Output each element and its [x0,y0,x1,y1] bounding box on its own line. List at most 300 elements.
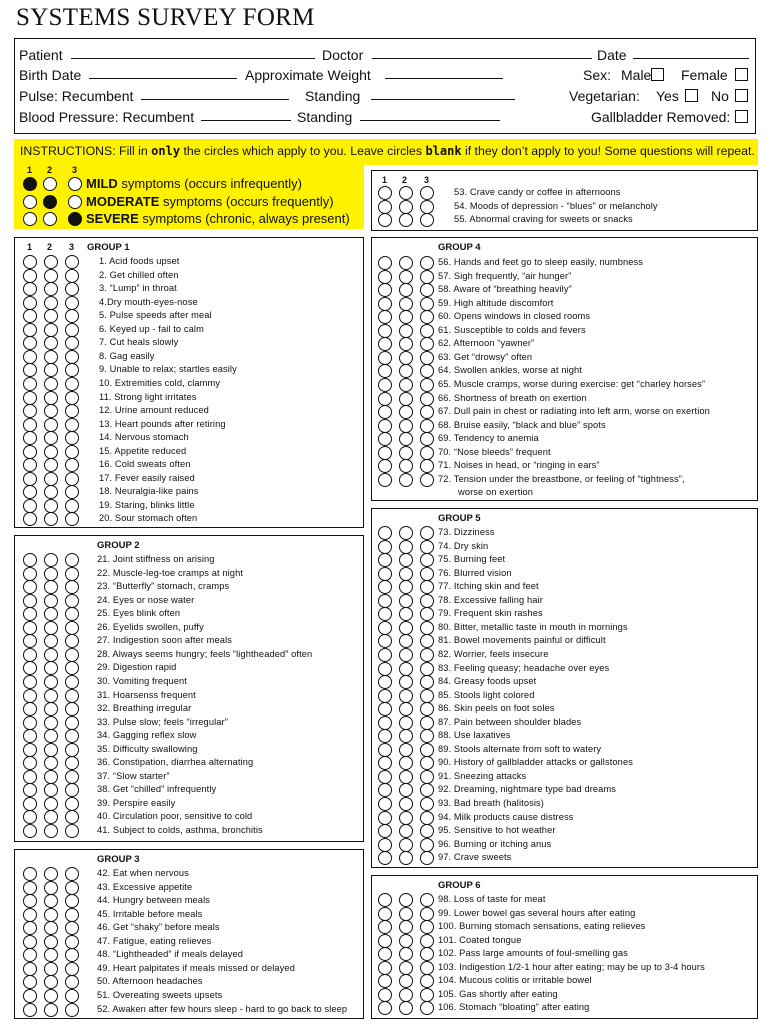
severity-circle-3[interactable] [420,716,434,730]
severity-circle-1[interactable] [23,661,37,675]
severity-circle-2[interactable] [399,432,413,446]
severity-circle-3[interactable] [420,974,434,988]
severity-circle-1[interactable] [378,702,392,716]
severity-circle-2[interactable] [44,770,58,784]
severity-circle-1[interactable] [378,607,392,621]
severity-circle-3[interactable] [420,459,434,473]
severity-circle-1[interactable] [378,324,392,338]
severity-circle-2[interactable] [44,499,58,513]
severity-circle-3[interactable] [420,756,434,770]
severity-circle-3[interactable] [420,473,434,487]
severity-circle-2[interactable] [399,824,413,838]
severity-circle-1[interactable] [23,512,37,526]
severity-circle-2[interactable] [399,297,413,311]
severity-circle-3[interactable] [420,634,434,648]
severity-circle-1[interactable] [23,269,37,283]
severity-circle-1[interactable] [23,445,37,459]
severity-circle-2[interactable] [399,716,413,730]
severity-circle-1[interactable] [23,797,37,811]
severity-circle-3[interactable] [65,445,79,459]
severity-circle-3[interactable] [420,283,434,297]
severity-circle-3[interactable] [65,948,79,962]
severity-circle-2[interactable] [399,907,413,921]
severity-circle-2[interactable] [399,811,413,825]
severity-circle-1[interactable] [378,634,392,648]
severity-circle-3[interactable] [65,594,79,608]
severity-circle-3[interactable] [65,404,79,418]
severity-circle-1[interactable] [23,648,37,662]
severity-circle-2[interactable] [399,893,413,907]
severity-circle-2[interactable] [44,472,58,486]
severity-circle-1[interactable] [23,948,37,962]
severity-circle-2[interactable] [44,797,58,811]
severity-circle-2[interactable] [399,594,413,608]
severity-circle-2[interactable] [44,485,58,499]
severity-circle-2[interactable] [399,838,413,852]
severity-circle-1[interactable] [23,431,37,445]
severity-circle-2[interactable] [44,323,58,337]
severity-circle-2[interactable] [44,989,58,1003]
severity-circle-1[interactable] [378,540,392,554]
severity-circle-1[interactable] [23,783,37,797]
severity-circle-1[interactable] [378,200,392,214]
severity-circle-3[interactable] [420,526,434,540]
severity-circle-3[interactable] [65,675,79,689]
severity-circle-3[interactable] [420,364,434,378]
date-field[interactable] [633,49,749,59]
severity-circle-1[interactable] [23,296,37,310]
severity-circle-1[interactable] [23,377,37,391]
severity-circle-3[interactable] [420,419,434,433]
severity-circle-2[interactable] [399,324,413,338]
severity-circle-3[interactable] [420,934,434,948]
pulse-standing-field[interactable] [371,90,515,100]
male-checkbox[interactable] [651,68,664,81]
severity-circle-2[interactable] [399,364,413,378]
severity-circle-3[interactable] [65,824,79,838]
severity-circle-1[interactable] [23,743,37,757]
severity-circle-2[interactable] [44,894,58,908]
severity-circle-2[interactable] [399,729,413,743]
severity-circle-1[interactable] [23,499,37,513]
severity-circle-3[interactable] [65,634,79,648]
severity-circle-1[interactable] [23,594,37,608]
severity-circle-1[interactable] [378,716,392,730]
severity-circle-3[interactable] [420,405,434,419]
severity-circle-1[interactable] [23,458,37,472]
severity-circle-3[interactable] [420,729,434,743]
severity-circle-3[interactable] [420,824,434,838]
severity-circle-2[interactable] [44,296,58,310]
severity-circle-3[interactable] [420,988,434,1002]
severity-circle-2[interactable] [44,648,58,662]
severity-circle-3[interactable] [420,621,434,635]
severity-circle-1[interactable] [378,961,392,975]
severity-circle-1[interactable] [378,526,392,540]
severity-circle-1[interactable] [23,634,37,648]
severity-circle-1[interactable] [23,770,37,784]
severity-circle-2[interactable] [399,920,413,934]
severity-circle-3[interactable] [420,607,434,621]
patient-field[interactable] [71,49,315,59]
severity-circle-1[interactable] [378,893,392,907]
severity-circle-1[interactable] [378,351,392,365]
severity-circle-2[interactable] [399,378,413,392]
severity-circle-1[interactable] [23,580,37,594]
severity-circle-2[interactable] [399,580,413,594]
severity-circle-3[interactable] [420,1001,434,1015]
birth-date-field[interactable] [89,69,237,79]
severity-circle-2[interactable] [399,473,413,487]
severity-circle-2[interactable] [399,213,413,227]
severity-circle-2[interactable] [44,675,58,689]
severity-circle-1[interactable] [23,975,37,989]
severity-circle-2[interactable] [44,445,58,459]
severity-circle-1[interactable] [23,716,37,730]
severity-circle-3[interactable] [65,689,79,703]
vegetarian-yes-checkbox[interactable] [685,89,698,102]
severity-circle-2[interactable] [399,743,413,757]
severity-circle-2[interactable] [399,702,413,716]
severity-circle-1[interactable] [378,419,392,433]
doctor-field[interactable] [372,49,592,59]
severity-circle-3[interactable] [420,297,434,311]
severity-circle-1[interactable] [23,336,37,350]
severity-circle-3[interactable] [65,702,79,716]
severity-circle-1[interactable] [23,689,37,703]
severity-circle-3[interactable] [420,961,434,975]
severity-circle-3[interactable] [420,947,434,961]
severity-circle-2[interactable] [44,553,58,567]
severity-circle-1[interactable] [23,282,37,296]
severity-circle-1[interactable] [378,378,392,392]
severity-circle-3[interactable] [65,336,79,350]
severity-circle-2[interactable] [399,405,413,419]
severity-circle-1[interactable] [378,337,392,351]
severity-circle-3[interactable] [65,431,79,445]
severity-circle-2[interactable] [399,446,413,460]
severity-circle-3[interactable] [420,310,434,324]
severity-circle-2[interactable] [399,934,413,948]
severity-circle-3[interactable] [65,975,79,989]
severity-circle-3[interactable] [420,324,434,338]
severity-circle-2[interactable] [399,607,413,621]
severity-circle-2[interactable] [399,988,413,1002]
severity-circle-3[interactable] [65,867,79,881]
severity-circle-1[interactable] [378,974,392,988]
severity-circle-2[interactable] [44,269,58,283]
severity-circle-3[interactable] [420,770,434,784]
severity-circle-2[interactable] [44,716,58,730]
severity-circle-1[interactable] [378,783,392,797]
severity-circle-1[interactable] [23,553,37,567]
severity-circle-2[interactable] [44,948,58,962]
severity-circle-2[interactable] [399,351,413,365]
severity-circle-3[interactable] [65,661,79,675]
severity-circle-1[interactable] [378,446,392,460]
severity-circle-1[interactable] [378,689,392,703]
severity-circle-1[interactable] [378,405,392,419]
severity-circle-3[interactable] [65,797,79,811]
severity-circle-2[interactable] [44,282,58,296]
severity-circle-2[interactable] [399,567,413,581]
severity-circle-2[interactable] [399,797,413,811]
severity-circle-3[interactable] [420,200,434,214]
severity-circle-3[interactable] [65,908,79,922]
severity-circle-3[interactable] [420,567,434,581]
severity-circle-1[interactable] [378,283,392,297]
severity-circle-2[interactable] [44,431,58,445]
severity-circle-3[interactable] [65,894,79,908]
severity-circle-3[interactable] [65,729,79,743]
severity-circle-3[interactable] [420,675,434,689]
severity-circle-2[interactable] [44,661,58,675]
severity-circle-3[interactable] [65,756,79,770]
severity-circle-2[interactable] [44,1003,58,1017]
severity-circle-3[interactable] [65,783,79,797]
severity-circle-1[interactable] [23,824,37,838]
vegetarian-no-checkbox[interactable] [735,89,748,102]
severity-circle-3[interactable] [65,648,79,662]
severity-circle-1[interactable] [378,743,392,757]
severity-circle-2[interactable] [399,1001,413,1015]
severity-circle-2[interactable] [44,756,58,770]
severity-circle-3[interactable] [65,962,79,976]
severity-circle-2[interactable] [399,634,413,648]
severity-circle-3[interactable] [420,907,434,921]
severity-circle-1[interactable] [23,810,37,824]
severity-circle-2[interactable] [44,935,58,949]
severity-circle-2[interactable] [44,881,58,895]
severity-circle-3[interactable] [65,607,79,621]
severity-circle-2[interactable] [44,391,58,405]
severity-circle-1[interactable] [378,934,392,948]
severity-circle-3[interactable] [65,770,79,784]
severity-circle-2[interactable] [399,186,413,200]
severity-circle-2[interactable] [399,270,413,284]
severity-circle-1[interactable] [23,908,37,922]
severity-circle-2[interactable] [44,580,58,594]
severity-circle-1[interactable] [23,350,37,364]
severity-circle-3[interactable] [420,351,434,365]
severity-circle-3[interactable] [65,989,79,1003]
severity-circle-2[interactable] [399,392,413,406]
severity-circle-1[interactable] [23,391,37,405]
female-checkbox[interactable] [735,68,748,81]
severity-circle-3[interactable] [420,432,434,446]
severity-circle-2[interactable] [44,702,58,716]
severity-circle-2[interactable] [44,404,58,418]
severity-circle-3[interactable] [65,921,79,935]
severity-circle-1[interactable] [378,310,392,324]
severity-circle-3[interactable] [65,881,79,895]
severity-circle-3[interactable] [420,186,434,200]
severity-circle-2[interactable] [44,824,58,838]
severity-circle-3[interactable] [65,621,79,635]
severity-circle-1[interactable] [23,894,37,908]
severity-circle-1[interactable] [23,363,37,377]
severity-circle-3[interactable] [65,567,79,581]
severity-circle-1[interactable] [378,811,392,825]
severity-circle-2[interactable] [399,947,413,961]
severity-circle-1[interactable] [23,472,37,486]
severity-circle-1[interactable] [23,935,37,949]
severity-circle-1[interactable] [378,567,392,581]
severity-circle-1[interactable] [23,729,37,743]
severity-circle-2[interactable] [399,675,413,689]
severity-circle-1[interactable] [378,797,392,811]
severity-circle-3[interactable] [65,458,79,472]
severity-circle-2[interactable] [399,689,413,703]
severity-circle-2[interactable] [44,743,58,757]
severity-circle-2[interactable] [44,512,58,526]
severity-circle-1[interactable] [378,553,392,567]
severity-circle-3[interactable] [420,446,434,460]
severity-circle-1[interactable] [378,851,392,865]
severity-circle-1[interactable] [378,270,392,284]
gallbladder-checkbox[interactable] [735,110,748,123]
severity-circle-3[interactable] [420,213,434,227]
severity-circle-3[interactable] [420,392,434,406]
severity-circle-1[interactable] [378,1001,392,1015]
severity-circle-2[interactable] [44,962,58,976]
severity-circle-1[interactable] [23,867,37,881]
severity-circle-3[interactable] [420,648,434,662]
severity-circle-1[interactable] [378,364,392,378]
severity-circle-2[interactable] [399,283,413,297]
severity-circle-3[interactable] [65,499,79,513]
severity-circle-1[interactable] [23,702,37,716]
severity-circle-1[interactable] [23,962,37,976]
severity-circle-3[interactable] [65,391,79,405]
severity-circle-1[interactable] [23,418,37,432]
severity-circle-1[interactable] [378,256,392,270]
severity-circle-3[interactable] [65,716,79,730]
severity-circle-1[interactable] [23,756,37,770]
severity-circle-2[interactable] [399,526,413,540]
severity-circle-1[interactable] [23,567,37,581]
severity-circle-2[interactable] [399,200,413,214]
severity-circle-2[interactable] [44,975,58,989]
severity-circle-2[interactable] [399,419,413,433]
severity-circle-2[interactable] [399,540,413,554]
severity-circle-1[interactable] [378,432,392,446]
severity-circle-3[interactable] [65,309,79,323]
severity-circle-2[interactable] [44,908,58,922]
bp-recumbent-field[interactable] [201,111,291,121]
severity-circle-2[interactable] [399,756,413,770]
severity-circle-3[interactable] [65,296,79,310]
severity-circle-2[interactable] [44,689,58,703]
severity-circle-3[interactable] [65,269,79,283]
severity-circle-3[interactable] [420,783,434,797]
severity-circle-1[interactable] [378,824,392,838]
severity-circle-1[interactable] [378,648,392,662]
severity-circle-1[interactable] [23,607,37,621]
severity-circle-2[interactable] [44,621,58,635]
severity-circle-2[interactable] [44,810,58,824]
severity-circle-2[interactable] [44,867,58,881]
severity-circle-3[interactable] [420,553,434,567]
severity-circle-2[interactable] [399,851,413,865]
severity-circle-1[interactable] [378,920,392,934]
severity-circle-1[interactable] [23,485,37,499]
severity-circle-2[interactable] [399,621,413,635]
severity-circle-2[interactable] [44,418,58,432]
severity-circle-2[interactable] [44,309,58,323]
severity-circle-2[interactable] [44,350,58,364]
severity-circle-3[interactable] [420,851,434,865]
severity-circle-3[interactable] [65,418,79,432]
severity-circle-1[interactable] [378,186,392,200]
severity-circle-2[interactable] [399,256,413,270]
severity-circle-2[interactable] [44,729,58,743]
severity-circle-3[interactable] [65,743,79,757]
severity-circle-1[interactable] [378,621,392,635]
severity-circle-1[interactable] [378,947,392,961]
severity-circle-2[interactable] [399,770,413,784]
severity-circle-2[interactable] [399,553,413,567]
severity-circle-1[interactable] [23,621,37,635]
severity-circle-1[interactable] [378,675,392,689]
severity-circle-3[interactable] [420,256,434,270]
severity-circle-1[interactable] [378,756,392,770]
severity-circle-3[interactable] [420,838,434,852]
severity-circle-3[interactable] [420,797,434,811]
severity-circle-2[interactable] [44,921,58,935]
severity-circle-1[interactable] [378,770,392,784]
severity-circle-3[interactable] [420,811,434,825]
severity-circle-2[interactable] [399,974,413,988]
severity-circle-1[interactable] [23,921,37,935]
severity-circle-2[interactable] [44,783,58,797]
severity-circle-3[interactable] [420,743,434,757]
severity-circle-3[interactable] [420,689,434,703]
severity-circle-3[interactable] [65,363,79,377]
severity-circle-3[interactable] [420,378,434,392]
severity-circle-2[interactable] [399,783,413,797]
severity-circle-1[interactable] [378,297,392,311]
severity-circle-2[interactable] [399,662,413,676]
severity-circle-3[interactable] [65,472,79,486]
severity-circle-2[interactable] [44,594,58,608]
severity-circle-1[interactable] [378,662,392,676]
severity-circle-1[interactable] [378,459,392,473]
severity-circle-3[interactable] [65,485,79,499]
severity-circle-2[interactable] [399,310,413,324]
severity-circle-3[interactable] [65,255,79,269]
severity-circle-2[interactable] [399,459,413,473]
severity-circle-1[interactable] [378,838,392,852]
severity-circle-3[interactable] [65,323,79,337]
severity-circle-1[interactable] [23,675,37,689]
pulse-recumbent-field[interactable] [141,90,289,100]
severity-circle-3[interactable] [420,662,434,676]
severity-circle-1[interactable] [23,323,37,337]
severity-circle-3[interactable] [65,935,79,949]
severity-circle-3[interactable] [420,270,434,284]
severity-circle-3[interactable] [65,512,79,526]
severity-circle-2[interactable] [44,634,58,648]
severity-circle-3[interactable] [420,594,434,608]
severity-circle-1[interactable] [23,989,37,1003]
severity-circle-3[interactable] [420,540,434,554]
bp-standing-field[interactable] [360,111,500,121]
severity-circle-2[interactable] [44,336,58,350]
severity-circle-1[interactable] [23,309,37,323]
severity-circle-3[interactable] [65,810,79,824]
severity-circle-3[interactable] [65,580,79,594]
